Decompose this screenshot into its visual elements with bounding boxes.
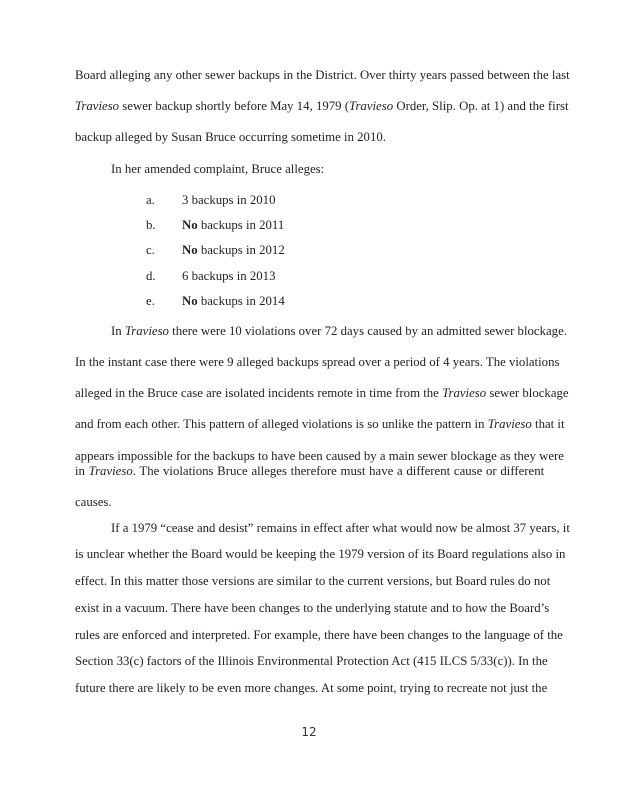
paragraph-line: In Travieso there were 10 violations over 72 days caused by an admitted sewer blockage. — [111, 324, 567, 338]
paragraph-line: In the instant case there were 9 alleged backups spread over a period of 4 years. The violations — [75, 355, 560, 369]
list-item-text: No backups in 2011 — [182, 218, 285, 232]
list-item-text: No backups in 2014 — [182, 294, 285, 308]
paragraph-line: causes. — [75, 495, 112, 509]
paragraph-line: Section 33(c) factors of the Illinois Environmental Protection Act (415 ILCS 5/33(c)). In the — [75, 654, 548, 668]
paragraph-line: appears impossible for the backups to have been caused by a main sewer blockage as they were — [75, 449, 564, 463]
list-item-letter: c. — [146, 243, 155, 257]
paragraph-line: alleged in the Bruce case are isolated incidents remote in time from the Travieso sewer blockage — [75, 386, 569, 400]
paragraph-line: exist in a vacuum. There have been changes to the underlying statute and to how the Board’s — [75, 601, 550, 615]
list-intro: In her amended complaint, Bruce alleges: — [111, 162, 325, 176]
list-item-text: 3 backups in 2010 — [182, 193, 276, 207]
paragraph-line: in Travieso. The violations Bruce alleges therefore must have a different cause or different — [75, 464, 545, 478]
list-item-text: No backups in 2012 — [182, 243, 285, 257]
paragraph-line: If a 1979 “cease and desist” remains in effect after what would now be almost 37 years, it — [111, 521, 570, 535]
list-item-text: 6 backups in 2013 — [182, 269, 276, 283]
list-item-letter: e. — [146, 294, 155, 308]
paragraph-line: effect. In this matter those versions are similar to the current versions, but Board rules do not — [75, 574, 551, 588]
paragraph-line: Board alleging any other sewer backups in the District. Over thirty years passed between the last — [75, 68, 570, 82]
list-item-letter: b. — [146, 218, 156, 232]
paragraph-line: future there are likely to be even more changes. At some point, trying to recreate not just the — [75, 681, 548, 695]
page-number: 12 — [301, 725, 317, 739]
list-item-letter: a. — [146, 193, 155, 207]
paragraph-line: Travieso sewer backup shortly before May 14, 1979 (Travieso Order, Slip. Op. at 1) and the first — [75, 99, 569, 113]
paragraph-line: backup alleged by Susan Bruce occurring sometime in 2010. — [75, 130, 386, 144]
paragraph-line: is unclear whether the Board would be keeping the 1979 version of its Board regulations also in — [75, 547, 566, 561]
paragraph-line: and from each other. This pattern of alleged violations is so unlike the pattern in Travieso that it — [75, 417, 565, 431]
list-item-letter: d. — [146, 269, 156, 283]
paragraph-line: rules are enforced and interpreted. For example, there have been changes to the language of the — [75, 628, 563, 642]
